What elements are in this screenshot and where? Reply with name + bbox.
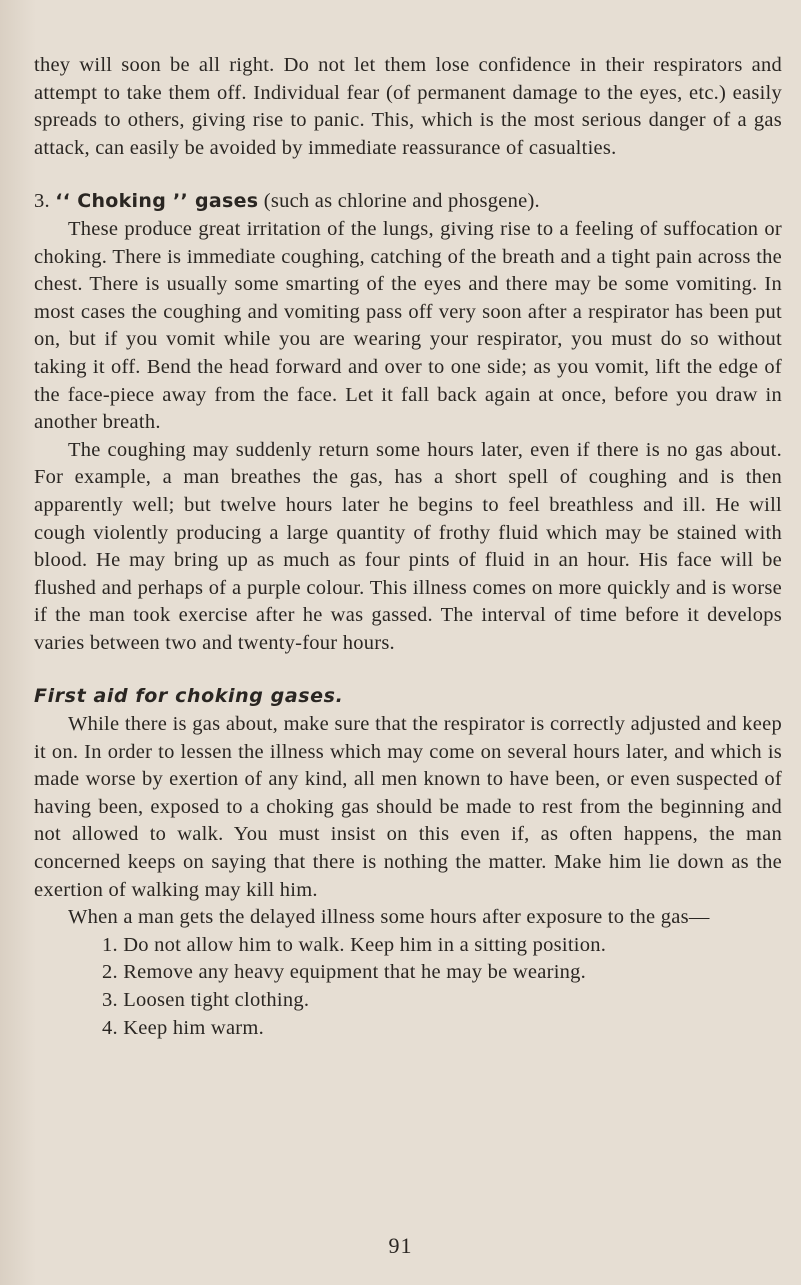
first-aid-heading-text: First aid for choking gases. <box>34 685 344 708</box>
section-note: (such as chlorine and phosgene). <box>258 190 540 213</box>
first-aid-heading <box>34 683 782 711</box>
first-aid-paragraph-1: While there is gas about, make sure that the respirator is correctly adjusted and keep it on. In order to lessen the illness which may come on several hours later, and which is made worse by exertion of any kind, all men known to have been, or even suspected of having been, exposed to a choking gas should be made to rest from the beginning and not allowed to walk. You must insist on this even if, as often happens, the man concerned keeps on saying that there is nothing the matter. Make him lie down as the exertion of walking may kill him. <box>34 713 782 901</box>
list-item: 1. Do not allow him to walk. Keep him in a sitting position. <box>102 933 607 956</box>
section-title-rest: gases <box>188 190 259 213</box>
page-number: 91 <box>388 1233 413 1258</box>
section-number: 3. <box>34 190 50 213</box>
list-item: 4. Keep him warm. <box>102 1016 264 1039</box>
first-aid-paragraph-2: When a man gets the delayed illness some hours after exposure to the gas— <box>68 906 710 929</box>
choking-paragraph-2: The coughing may suddenly return some hours later, even if there is no gas about. For example, a man breathes the gas, has a short spell of coughing and is then apparently well; but twelve hours later he begins to feel breathless and ill. He will cough violently producing a large quantity of frothy fluid which may be stained with blood. He may bring up as much as four pints of fluid in an hour. His face will be flushed and perhaps of a purple colour. This illness comes on more quickly and is worse if the man took exercise after he was gassed. The interval of time before it develops varies between two and twenty-four hours. <box>34 438 782 654</box>
page-body <box>34 52 782 1042</box>
intro-paragraph: they will soon be all right. Do not let them lose confidence in their respirators and attempt to take them off. Individual fear (of permanent damage to the eyes, etc.) easily spreads to others, giving rise to panic. This, which is the most serious danger of a gas attack, can easily be avoided by immediate reassurance of casualties. <box>34 54 782 159</box>
choking-paragraph-1: These produce great irritation of the lungs, giving rise to a feeling of suffocation or choking. There is immediate coughing, catching of the breath and a tight pain across the chest. There is usually some smarting of the eyes and there may be some vomiting. In most cases the coughing and vomiting pass off very soon after a respirator has been put on, but if you vomit while you are wearing your respirator, you must do so without taking it off. Bend the head forward and over to one side; as you vomit, lift the edge of the face-piece away from the face. Let it fall back again at once, before you draw in another breath. <box>34 217 782 434</box>
list-item: 3. Loosen tight clothing. <box>102 989 310 1011</box>
first-aid-steps <box>34 932 782 1042</box>
section-quoted-title: ‘‘ Choking ’’ <box>55 190 189 213</box>
section-3-heading <box>34 188 782 216</box>
list-item: 2. Remove any heavy equipment that he may be wearing. <box>102 961 587 984</box>
